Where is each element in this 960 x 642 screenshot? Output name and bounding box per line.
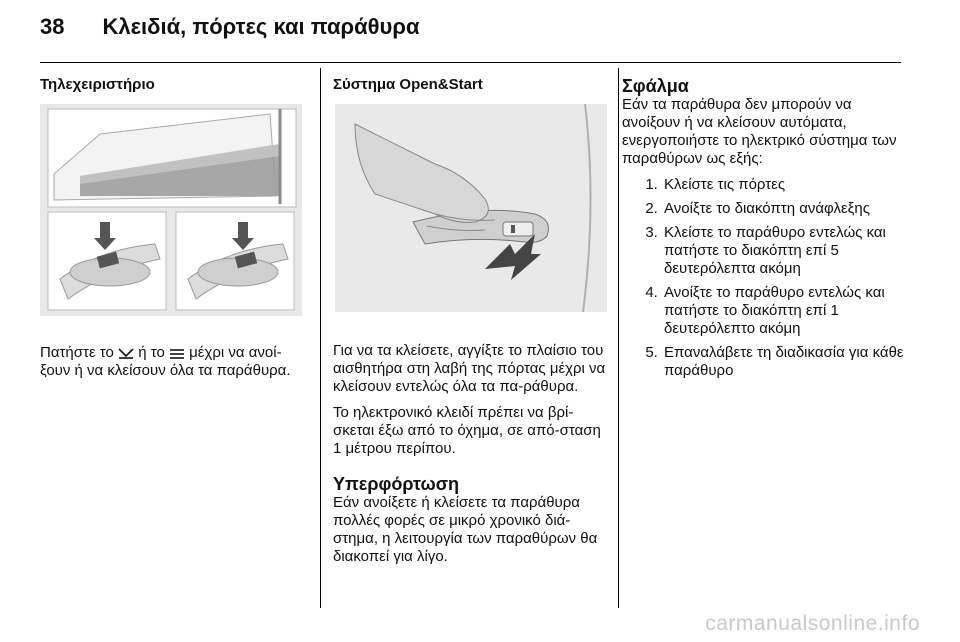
error-steps-list (622, 176, 907, 380)
overload-heading: Υπερφόρτωση (333, 474, 460, 494)
remote-control-text (40, 344, 302, 380)
column-divider-2 (618, 68, 619, 608)
remote-text-part3: μέχρι να ανοί-ξουν ή να κλείσουν όλα τα παράθυρα. (40, 344, 291, 379)
remote-control-illustration (40, 104, 302, 316)
error-step: 3. Κλείστε το παράθυρο εντελώς και πατήστε το διακόπτη επί 5 δευτερόλεπτα ακόμη (662, 224, 907, 278)
unlock-button-icon (169, 347, 185, 359)
error-step: 4. Ανοίξτε το παράθυρο εντελώς και πατήστε το διακόπτη επί 1 δευτερόλεπτο ακόμη (662, 284, 907, 338)
remote-text-part1: Πατήστε το (40, 344, 114, 361)
page-header (40, 14, 419, 48)
error-heading: Σφάλμα (622, 76, 689, 96)
remote-control-heading: Τηλεχειριστήριο (40, 76, 155, 93)
open-start-text-2: Το ηλεκτρονικό κλειδί πρέπει να βρί-σκεται έξω από το όχημα, σε από-σταση 1 μέτρου περίπου. (333, 404, 601, 457)
door-handle-illustration (335, 104, 607, 312)
open-start-heading: Σύστημα Open&Start (333, 76, 483, 93)
remote-control-figure (40, 104, 302, 316)
remote-text-part2: ή το (138, 344, 165, 361)
error-step: 2. Ανοίξτε το διακόπτη ανάφλεξης (662, 200, 907, 218)
overload-text: Εάν ανοίξετε ή κλείσετε τα παράθυρα πολλές φορές σε μικρό χρονικό διά-στημα, η λειτουργία των παραθύρων θα διακοπεί για λίγο. (333, 494, 598, 565)
watermark: carmanualsonline.info (705, 612, 920, 635)
error-step: 1. Κλείστε τις πόρτες (662, 176, 907, 194)
page-number: 38 (40, 14, 65, 39)
error-step: 5. Επαναλάβετε τη διαδικασία για κάθε παράθυρο (662, 344, 907, 380)
lock-button-icon (118, 347, 134, 359)
column-error (622, 76, 907, 386)
open-start-text-1: Για να τα κλείσετε, αγγίξτε το πλαίσιο του αισθητήρα στη λαβή της πόρτας μέχρι να κλείσουν εντελώς όλα τα πα-ράθυρα. (333, 342, 606, 395)
error-intro: Εάν τα παράθυρα δεν μπορούν να ανοίξουν ή να κλείσουν αυτόματα, ενεργοποιήστε το ηλεκτρικό σύστημα των παραθύρων ως εξής: (622, 96, 897, 167)
column-divider-1 (320, 68, 321, 608)
header-rule (40, 62, 901, 63)
column-open-start (333, 76, 608, 574)
chapter-title: Κλειδιά, πόρτες και παράθυρα (102, 14, 420, 39)
column-remote-control (40, 76, 302, 388)
door-handle-figure (335, 104, 607, 312)
